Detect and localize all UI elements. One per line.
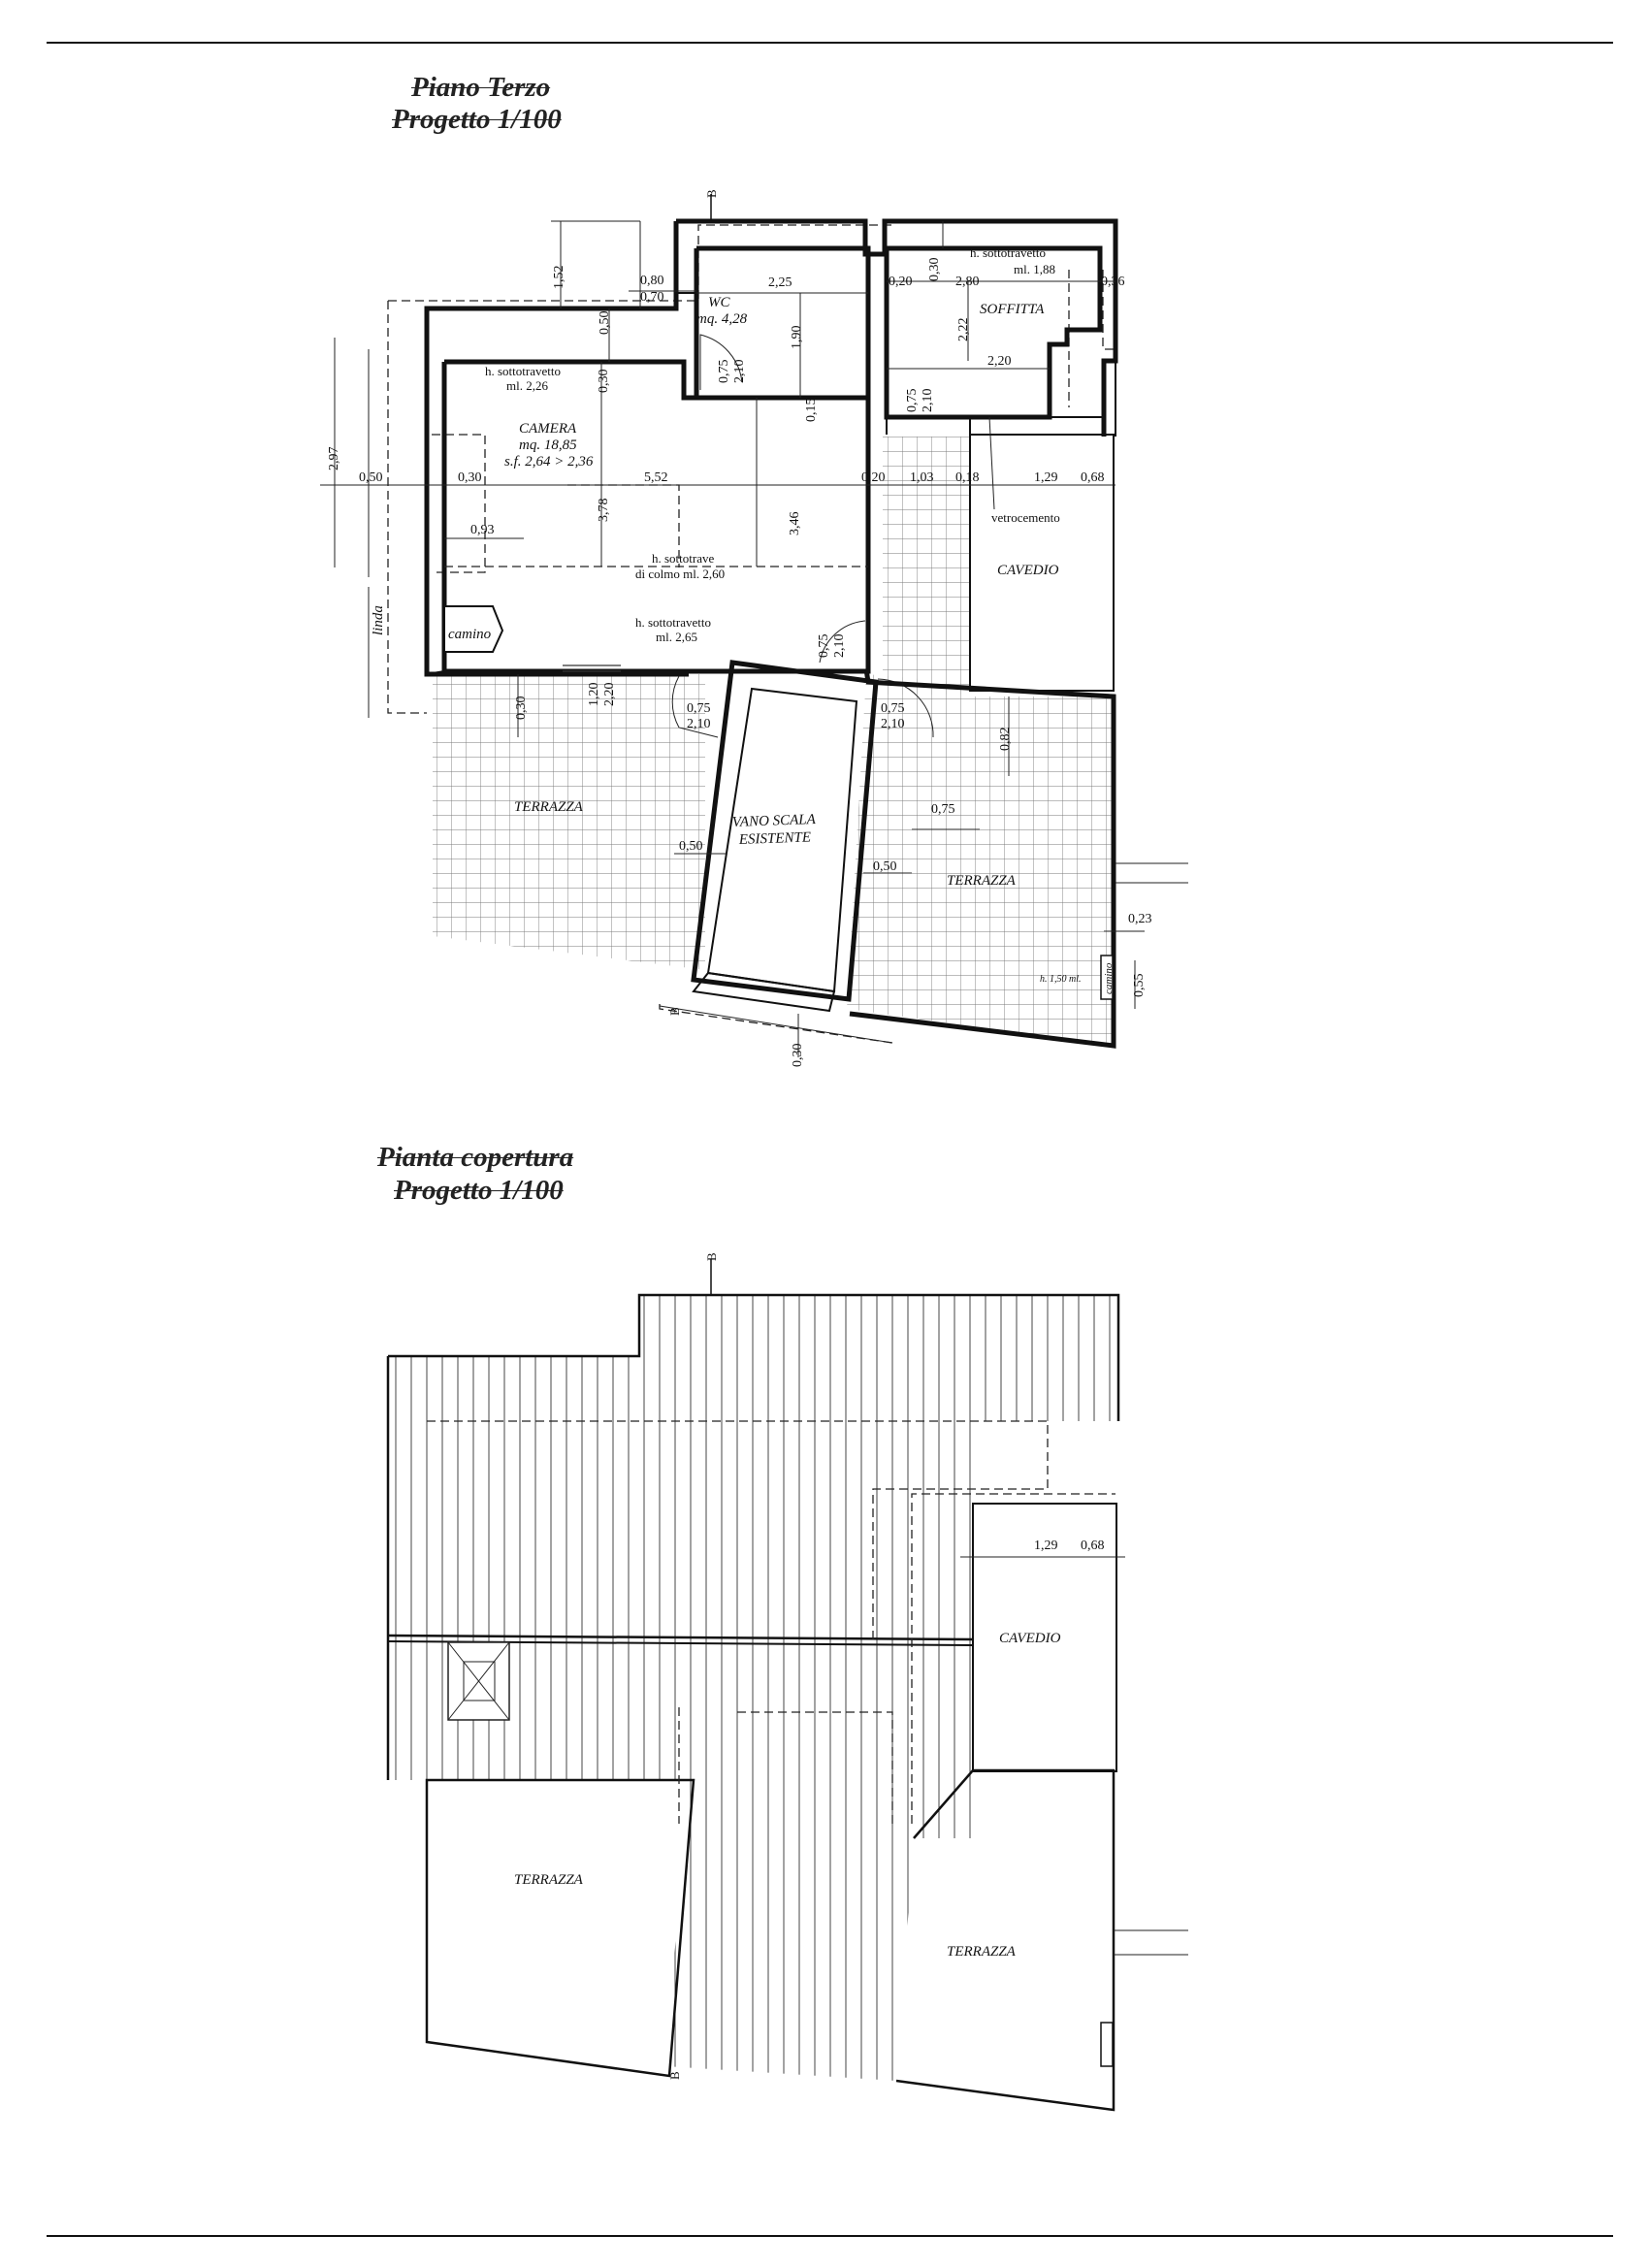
- roof-terrace-left-outline: [427, 1780, 694, 2076]
- linda-label: linda: [371, 605, 386, 635]
- dim-1-52: 1,52: [552, 265, 566, 289]
- dim-1-29: 1,29: [1034, 470, 1058, 485]
- cavedio-label: CAVEDIO: [997, 563, 1059, 578]
- camera-height-2-value: ml. 2,65: [656, 630, 697, 644]
- parapet-height-label: h. 1,50 ml.: [1040, 974, 1082, 985]
- dim-0-50-b: 0,50: [359, 470, 383, 485]
- soffitta-height-label: h. sottotravetto: [970, 245, 1046, 260]
- dim-0-18: 0,18: [955, 470, 980, 485]
- roof-section-marker-bottom: B: [667, 2071, 682, 2080]
- dim-3-78: 3,78: [597, 498, 611, 522]
- dim-1-03: 1,03: [910, 470, 934, 485]
- section-marker-bottom: B: [667, 1007, 682, 1016]
- dim-5-52: 5,52: [644, 470, 668, 485]
- camera-ridge-label: h. sottotrave: [652, 551, 715, 566]
- dim-0-30-e: 0,30: [791, 1043, 805, 1067]
- roof-terrace-right-outline: [896, 1770, 1114, 2110]
- dim-0-55: 0,55: [1132, 973, 1147, 997]
- wc-name: WC: [708, 295, 730, 310]
- vetrocemento-label: vetrocemento: [991, 510, 1060, 525]
- soffitta-height-value: ml. 1,88: [1014, 262, 1055, 276]
- dim-2-10-c: 2,10: [832, 633, 847, 658]
- camera-ridge-value: di colmo ml. 2,60: [635, 567, 726, 581]
- dim-0-80: 0,80: [640, 274, 664, 288]
- terrace-left-tiles: [433, 674, 705, 970]
- camera-name: CAMERA: [519, 421, 577, 437]
- roof-terrazza-right-label: TERRAZZA: [947, 1944, 1016, 1960]
- dim-0-93: 0,93: [470, 523, 495, 537]
- dim-2-22: 2,22: [956, 317, 971, 341]
- dim-2-10-b: 2,10: [921, 388, 935, 412]
- dim-0-75-f: 0,75: [931, 802, 955, 817]
- dim-0-70: 0,70: [640, 290, 664, 305]
- dim-3-46: 3,46: [788, 511, 802, 535]
- dim-2-20: 2,20: [987, 354, 1012, 369]
- dim-0-30-c: 0,30: [597, 369, 611, 393]
- dim-0-50-a: 0,50: [598, 310, 612, 335]
- dim-0-36: 0,36: [1101, 275, 1125, 289]
- terrazza-right-label: TERRAZZA: [947, 873, 1016, 889]
- dim-0-75-a: 0,75: [717, 359, 731, 383]
- vano-scala-label: VANO SCALA: [731, 812, 817, 830]
- dim-2-20-b: 2,20: [602, 682, 617, 706]
- terrazza-left-label: TERRAZZA: [514, 799, 583, 815]
- roof-dim-1-29: 1,29: [1034, 1539, 1058, 1553]
- dim-0-75-c: 0,75: [817, 633, 831, 658]
- dim-1-20: 1,20: [587, 682, 601, 706]
- plan-title: Piano Terzo: [411, 72, 551, 103]
- dim-1-90: 1,90: [790, 325, 804, 349]
- dim-0-82: 0,82: [998, 727, 1013, 751]
- dim-2-10-a: 2,10: [732, 359, 747, 383]
- section-marker-top: B: [704, 189, 719, 198]
- dim-0-30-d: 0,30: [514, 696, 529, 720]
- dim-0-68: 0,68: [1081, 470, 1105, 485]
- dim-0-30-a: 0,30: [927, 257, 942, 281]
- camera-height-1-value: ml. 2,26: [506, 378, 548, 393]
- esistente-label: ESISTENTE: [738, 829, 812, 848]
- third-floor-plan: [320, 189, 1188, 1067]
- roof-plan: [388, 1252, 1188, 2110]
- dim-2-10-e: 2,10: [881, 717, 905, 731]
- camino-label: camino: [448, 627, 492, 642]
- plan-scale: Progetto 1/100: [392, 104, 562, 135]
- dim-2-80: 2,80: [955, 275, 980, 289]
- dim-0-23: 0,23: [1128, 912, 1152, 926]
- roof-title: Pianta copertura: [377, 1142, 574, 1173]
- roof-terrazza-left-label: TERRAZZA: [514, 1872, 583, 1888]
- dim-2-97: 2,97: [327, 446, 341, 470]
- dim-0-75-e: 0,75: [881, 701, 905, 716]
- dim-0-50-d: 0,50: [873, 859, 897, 874]
- camera-height-1-label: h. sottotravetto: [485, 364, 561, 378]
- camino-right-label: camino: [1103, 962, 1115, 994]
- dim-0-20-a: 0,20: [889, 275, 913, 289]
- dim-0-75-b: 0,75: [905, 388, 920, 412]
- dim-0-50-c: 0,50: [679, 839, 703, 854]
- dim-0-30-b: 0,30: [458, 470, 482, 485]
- camera-sf: s.f. 2,64 > 2,36: [504, 454, 594, 470]
- dim-0-15: 0,15: [804, 398, 819, 422]
- camera-height-2-label: h. sottotravetto: [635, 615, 711, 630]
- dim-2-25: 2,25: [768, 275, 792, 290]
- soffitta-name: SOFFITTA: [980, 302, 1045, 317]
- roof-section-marker-top: B: [704, 1252, 719, 1261]
- roof-scale: Progetto 1/100: [394, 1175, 564, 1206]
- dim-0-75-d: 0,75: [687, 701, 711, 716]
- roof-cavedio-label: CAVEDIO: [999, 1631, 1061, 1646]
- roof-dim-0-68: 0,68: [1081, 1539, 1105, 1553]
- dim-0-20-b: 0,20: [861, 470, 886, 485]
- dim-2-10-d: 2,10: [687, 717, 711, 731]
- camera-area: mq. 18,85: [519, 437, 577, 453]
- wc-area: mq. 4,28: [696, 311, 748, 327]
